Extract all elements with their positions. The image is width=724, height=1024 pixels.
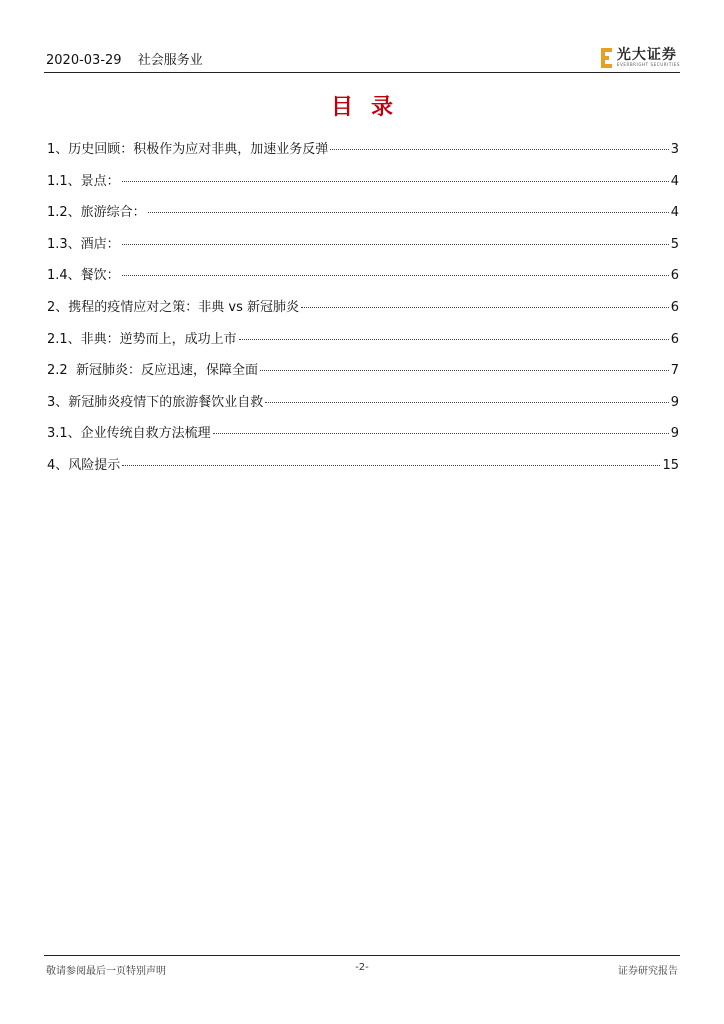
report-date: 2020-03-29 [46,53,122,68]
toc-entry-page: 6 [670,299,679,315]
footer-report-type: 证券研究报告 [618,966,678,977]
toc-entry-label: 2、携程的疫情应对之策：非典 vs 新冠肺炎 [47,299,300,315]
toc-entry-page: 6 [670,268,679,284]
toc-leader-dots [301,307,669,308]
toc-entry-label: 1.1、景点： [47,173,120,189]
toc-entry-label: 2.1、非典：逆势而上，成功上市 [47,331,237,347]
toc-entry-page: 3 [670,142,679,157]
page-number: -2- [355,962,369,973]
toc-entry[interactable] [47,138,679,170]
toc-entry-label: 3、新冠肺炎疫情下的旅游餐饮业自救 [47,394,264,410]
toc-leader-dots [330,149,668,150]
toc-entry-page: 4 [670,173,679,189]
toc-leader-dots [260,370,669,371]
toc-leader-dots [122,275,669,276]
toc-entry-page: 6 [670,331,679,347]
toc-entry-page: 15 [662,457,679,473]
toc-entry[interactable] [47,233,679,265]
toc-leader-dots [122,465,660,466]
toc-entry-label: 1、历史回顾：积极作为应对非典，加速业务反弹 [47,142,329,157]
toc-leader-dots [122,244,669,245]
toc-entry[interactable] [47,391,679,423]
footer-disclaimer: 敬请参阅最后一页特别声明 [46,966,166,977]
page-footer [44,955,680,980]
toc-entry[interactable] [47,170,679,202]
toc-entry-page: 5 [670,236,679,252]
toc-leader-dots [239,339,669,340]
toc-entry-page: 9 [670,426,679,442]
toc-entry-label: 1.2、旅游综合： [47,205,146,221]
logo-text-en: EVERBRIGHT SECURITIES [616,62,680,67]
header-left [46,49,203,68]
toc-entry-label: 3.1、企业传统自救方法梳理 [47,426,211,442]
toc-leader-dots [213,433,669,434]
industry-name: 社会服务业 [137,53,203,68]
toc-entry-label: 2.2 新冠肺炎：反应迅速，保障全面 [47,363,258,379]
toc-entry-label: 4、风险提示 [47,457,121,473]
toc-entry[interactable] [47,201,679,233]
toc-entry-label: 1.3、酒店： [47,236,120,252]
toc-leader-dots [122,181,669,182]
company-logo [601,48,680,68]
toc-entry-page: 4 [670,205,679,221]
toc-leader-dots [148,212,669,213]
table-of-contents [47,138,679,486]
toc-entry[interactable] [47,328,679,360]
toc-leader-dots [265,402,668,403]
toc-entry-label: 1.4、餐饮： [47,268,120,284]
toc-entry[interactable] [47,359,679,391]
toc-entry[interactable] [47,422,679,454]
toc-entry-page: 9 [670,394,679,410]
toc-entry[interactable] [47,296,679,328]
toc-entry-page: 7 [670,363,679,379]
logo-mark-icon [601,48,612,68]
page-header [44,44,680,73]
toc-title: 目录 [330,95,411,120]
toc-entry[interactable] [47,454,679,486]
toc-entry[interactable] [47,264,679,296]
logo-text-cn: 光大证券 [616,47,677,63]
